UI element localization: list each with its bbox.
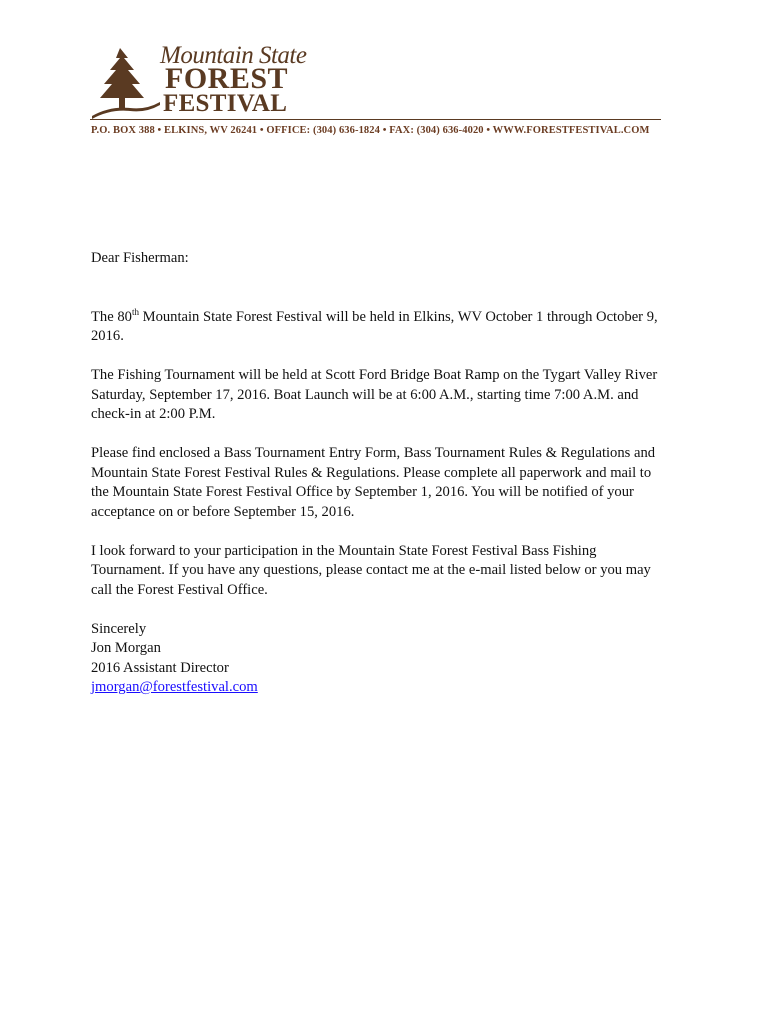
paragraph-closing-remarks (91, 542, 691, 601)
p4-line3: call the Forest Festival Office. (91, 581, 268, 598)
logo-text-festival: FESTIVAL (163, 90, 288, 117)
paragraph-tournament-details (91, 366, 691, 425)
p3-line4: acceptance on or before September 15, 2016. (91, 503, 355, 520)
p4-line2: Tournament. If you have any questions, please contact me at the e-mail listed below or you may (91, 562, 651, 578)
paragraph-festival-dates (91, 308, 691, 347)
p2-line3: check-in at 2:00 P.M. (91, 406, 216, 422)
p1-text-start: The 80 (91, 308, 132, 325)
closing: Sincerely (91, 620, 147, 637)
p2-line1: The Fishing Tournament will be held at Scott Ford Bridge Boat Ramp on the Tygart Valley River (91, 367, 658, 383)
signer-title: 2016 Assistant Director (91, 659, 229, 676)
p2-line2: Saturday, September 17, 2016. Boat Launch will be at 6:00 A.M., starting time 7:00 A.M. and (91, 386, 639, 403)
salutation: Dear Fisherman: (91, 250, 189, 266)
header-divider (90, 119, 661, 120)
p3-line1: Please find enclosed a Bass Tournament Entry Form, Bass Tournament Rules & Regulations and (91, 445, 656, 461)
p1-text-end: Mountain State Forest Festival will be held in Elkins, WV October 1 through October 9, (138, 308, 658, 325)
logo-text-forest: FOREST (165, 62, 289, 95)
letter-body (91, 249, 691, 698)
letterhead (0, 0, 770, 140)
p1-line2: 2016. (91, 328, 124, 344)
logo-text-mountain-state: Mountain State (160, 42, 307, 69)
p4-line1: I look forward to your participation in the Mountain State Forest Festival Bass Fishing (91, 542, 597, 559)
contact-info: P.O. BOX 388 • ELKINS, WV 26241 • OFFICE: (304) 636-1824 • FAX: (304) 636-4020 • WWW.FORESTFESTIVAL.COM (91, 125, 650, 136)
email-link[interactable]: jmorgan@forestfestival.com (91, 679, 258, 695)
p3-line3: the Mountain State Forest Festival Office by September 1, 2016. You will be notified of your (91, 484, 634, 500)
signer-name: Jon Morgan (91, 640, 161, 656)
p1-superscript: th (131, 306, 139, 317)
pine-tree-logo-icon (90, 44, 162, 120)
paragraph-enclosures (91, 444, 691, 522)
p3-line2: Mountain State Forest Festival Rules & Regulations. Please complete all paperwork and mail to (91, 464, 652, 481)
